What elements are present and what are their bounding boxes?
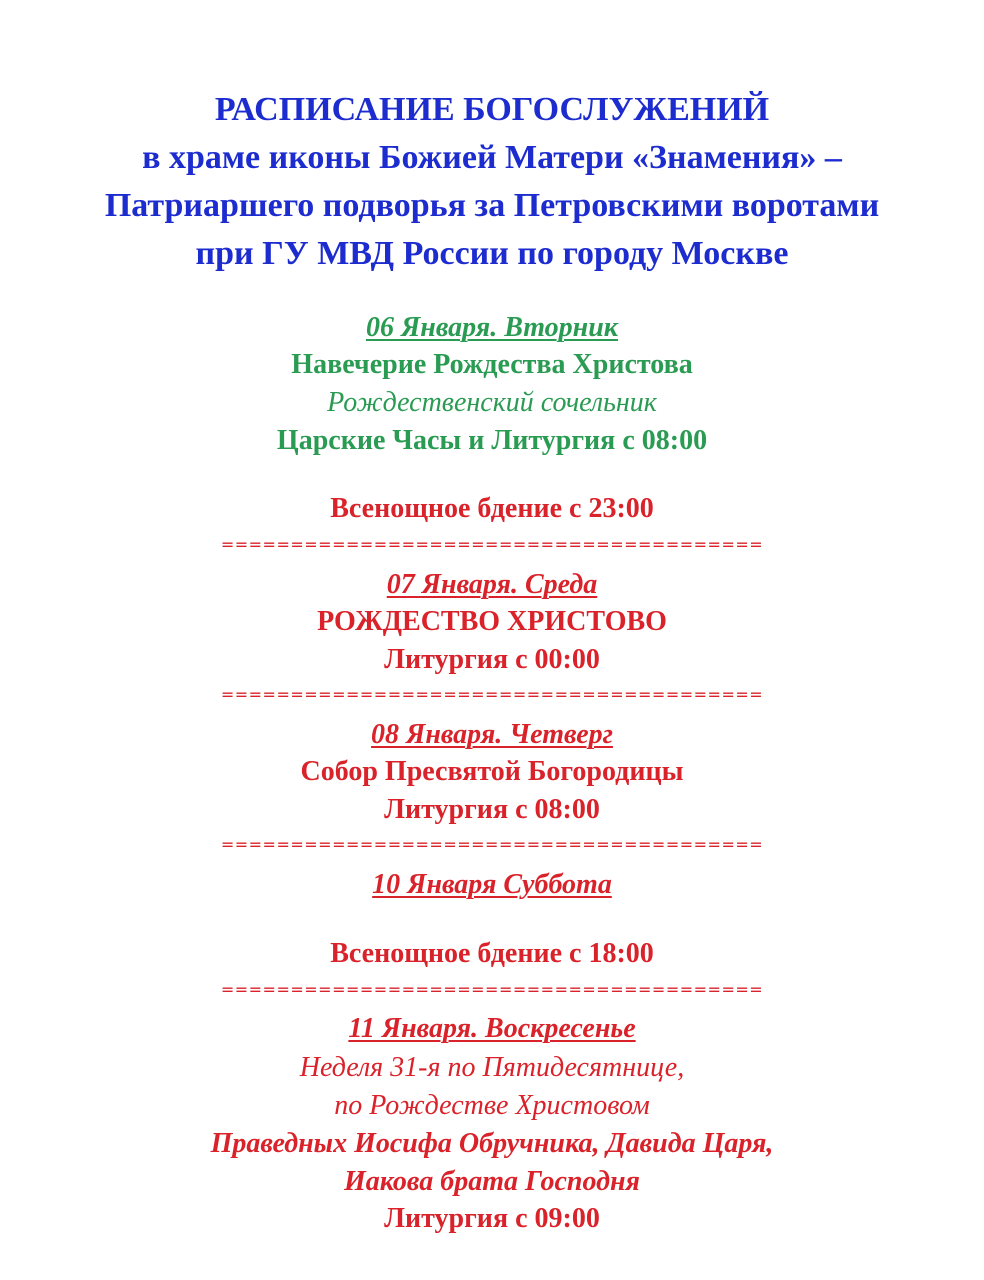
day-08-service: Литургия с 08:00 (384, 794, 600, 825)
day-07-service: Литургия с 00:00 (384, 644, 600, 675)
header-title: РАСПИСАНИЕ БОГОСЛУЖЕНИЙ (214, 91, 770, 128)
day-08-feast: Собор Пресвятой Богородицы (300, 756, 684, 787)
day-11-service: Литургия с 09:00 (384, 1203, 600, 1234)
day-07-date: 07 Января. Среда (386, 569, 598, 600)
day-06-service-hours: Царские Часы и Литургия с 08:00 (276, 425, 708, 456)
header-mvd-line: при ГУ МВД России по городу Москве (195, 235, 789, 272)
day-08-date: 08 Января. Четверг (371, 719, 613, 750)
header-church-line: в храме иконы Божией Матери «Знамения» – (142, 139, 842, 176)
day-11-saints-line2: Иакова брата Господня (344, 1166, 640, 1197)
day-11-date: 11 Января. Воскресенье (348, 1013, 636, 1044)
separator-2: ======================================= (220, 686, 764, 704)
day-07-feast: РОЖДЕСТВО ХРИСТОВО (317, 606, 667, 637)
day-10-service: Всенощное бдение с 18:00 (330, 938, 654, 969)
day-11-week-line1: Неделя 31-я по Пятидесятнице, (299, 1052, 685, 1083)
day-06-date: 06 Января. Вторник (366, 312, 618, 343)
schedule-header (0, 86, 984, 278)
day-11-saints-line1: Праведных Иосифа Обручника, Давида Царя, (210, 1128, 774, 1159)
separator-4: ======================================= (220, 981, 764, 999)
day-10-date: 10 Января Суббота (372, 869, 612, 900)
separator-1: ======================================= (220, 536, 764, 554)
header-podvorye-line: Патриаршего подворья за Петровскими воротами (104, 187, 880, 224)
day-11-week-line2: по Рождестве Христовом (334, 1090, 650, 1121)
day-06-subtitle: Рождественский сочельник (327, 387, 657, 418)
day-06-service-vigil: Всенощное бдение с 23:00 (330, 493, 654, 524)
separator-3: ======================================= (220, 836, 764, 854)
day-06-feast: Навечерие Рождества Христова (291, 349, 693, 380)
